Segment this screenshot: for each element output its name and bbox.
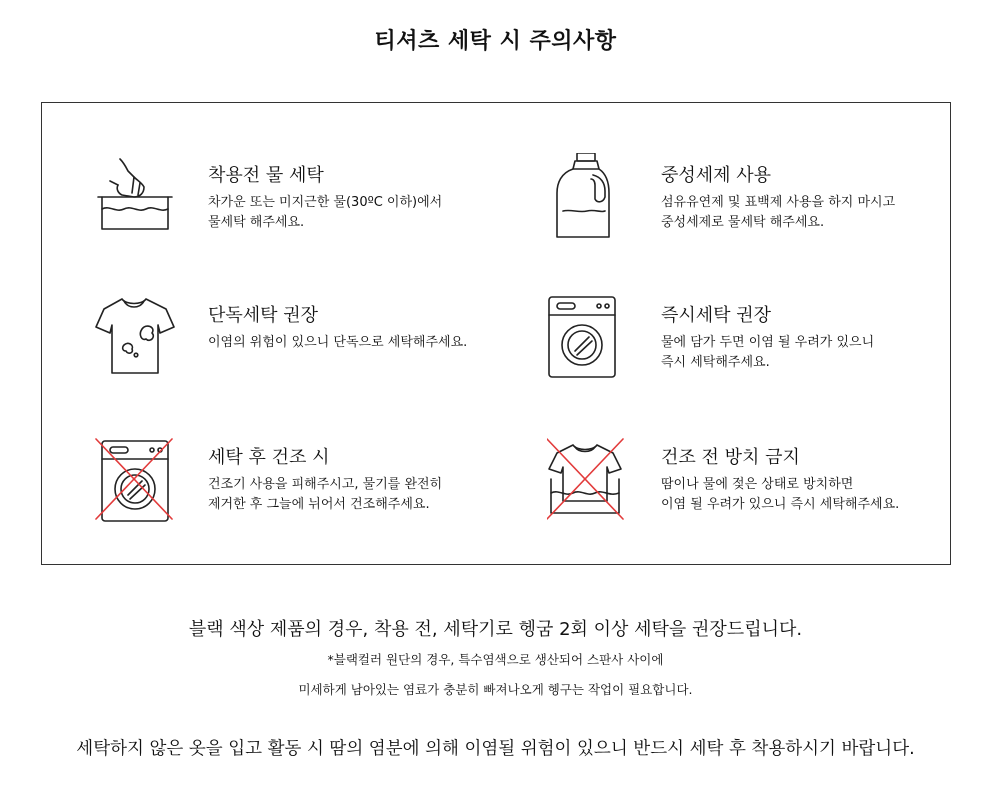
care-instructions-panel	[41, 102, 951, 565]
page-title: 티셔츠 세탁 시 주의사항	[374, 29, 617, 54]
black-product-notice: 블랙 색상 제품의 경우, 착용 전, 세탁기로 헹굼 2회 이상 세탁을 권장드립니다.	[188, 619, 803, 640]
footnote-line-1: *블랙컬러 원단의 경우, 특수염색으로 생산되어 스판사 사이에	[327, 652, 664, 667]
item-heading: 즉시세탁 권장	[661, 305, 772, 326]
item-description: 차가운 또는 미지근한 물(30ºC 이하)에서 물세탁 해주세요.	[208, 195, 443, 230]
item-heading: 착용전 물 세탁	[208, 165, 324, 186]
footnote-line-2: 미세하게 남아있는 염료가 충분히 빠져나오게 헹구는 작업이 필요합니다.	[298, 682, 693, 697]
item-description: 땀이나 물에 젖은 상태로 방치하면 이염 될 우려가 있으니 즉시 세탁해주세요.	[661, 477, 900, 512]
washing-machine-icon	[547, 293, 631, 383]
final-warning: 세탁하지 않은 옷을 입고 활동 시 땀의 염분에 의해 이염될 위험이 있으니 반드시 세탁 후 착용하시기 바랍니다.	[76, 739, 915, 759]
stained-tshirt-icon	[94, 293, 178, 383]
no-dryer-icon	[94, 435, 178, 525]
item-heading: 건조 전 방치 금지	[661, 447, 800, 468]
hand-washing-basin-icon	[94, 153, 178, 243]
item-description: 섬유유연제 및 표백제 사용을 하지 마시고 중성세제로 물세탁 해주세요.	[661, 195, 896, 230]
item-description: 건조기 사용을 피해주시고, 물기를 완전히 제거한 후 그늘에 뉘어서 건조해주세요.	[208, 477, 443, 512]
item-heading: 세탁 후 건조 시	[208, 447, 330, 468]
no-soaking-tshirt-icon	[547, 435, 631, 525]
item-description: 이염의 위험이 있으니 단독으로 세탁해주세요.	[208, 335, 468, 350]
item-heading: 단독세탁 권장	[208, 305, 319, 326]
item-description: 물에 담가 두면 이염 될 우려가 있으니 즉시 세탁해주세요.	[661, 335, 875, 370]
item-heading: 중성세제 사용	[661, 165, 772, 186]
detergent-bottle-icon	[547, 153, 631, 243]
